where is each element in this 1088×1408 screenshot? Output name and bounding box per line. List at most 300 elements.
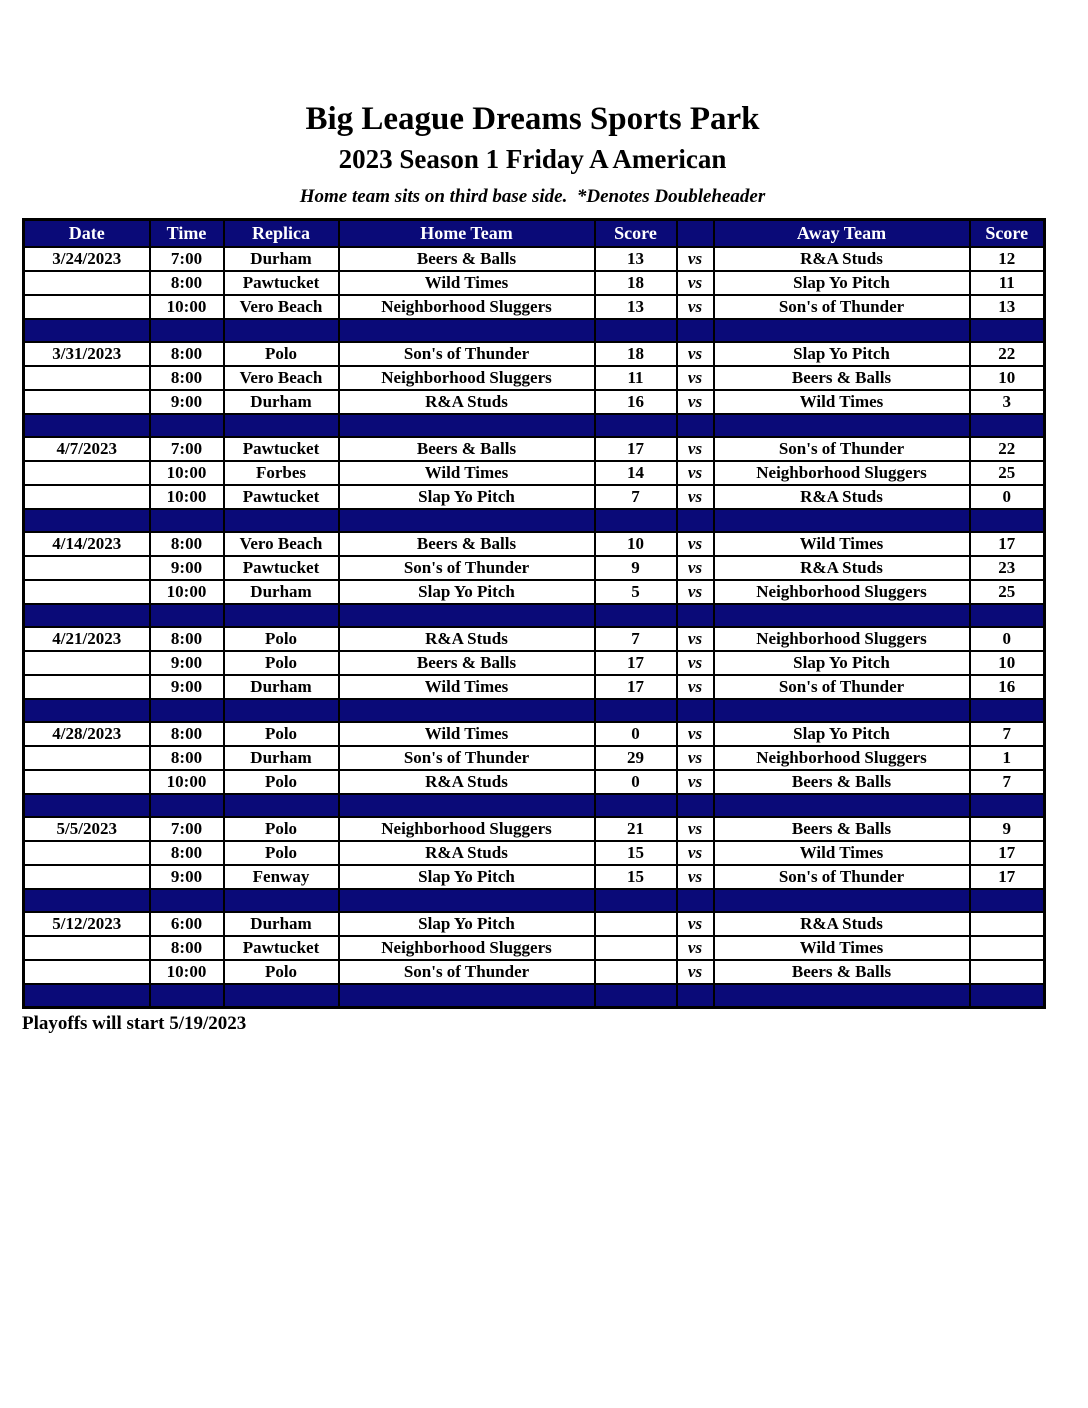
separator-cell (970, 604, 1045, 627)
date-cell (24, 366, 150, 390)
game-row (24, 390, 1045, 414)
date-cell (24, 485, 150, 509)
game-row (24, 271, 1045, 295)
separator-cell (224, 414, 339, 437)
vs-cell: vs (677, 746, 714, 770)
game-row (24, 532, 1045, 556)
home-score-cell (595, 912, 677, 936)
separator-row (24, 889, 1045, 912)
home-team-cell: Beers & Balls (339, 247, 595, 271)
home-score-cell: 16 (595, 390, 677, 414)
away-score-cell: 17 (970, 865, 1045, 889)
home-score-cell: 7 (595, 627, 677, 651)
replica-cell: Polo (224, 722, 339, 746)
away-team-cell: Son's of Thunder (714, 295, 970, 319)
away-score-cell: 17 (970, 841, 1045, 865)
page-subtitle: 2023 Season 1 Friday A American (338, 143, 727, 174)
separator-cell (677, 414, 714, 437)
separator-cell (714, 889, 970, 912)
replica-cell: Forbes (224, 461, 339, 485)
home-score-cell: 17 (595, 651, 677, 675)
game-row (24, 461, 1045, 485)
home-team-cell: Son's of Thunder (339, 746, 595, 770)
game-row (24, 651, 1045, 675)
date-cell (24, 936, 150, 960)
away-team-cell: R&A Studs (714, 556, 970, 580)
date-cell (24, 770, 150, 794)
away-team-cell: R&A Studs (714, 485, 970, 509)
game-row (24, 627, 1045, 651)
game-row (24, 295, 1045, 319)
vs-cell: vs (677, 651, 714, 675)
separator-cell (150, 414, 224, 437)
separator-cell (595, 414, 677, 437)
separator-cell (595, 794, 677, 817)
separator-row (24, 509, 1045, 532)
replica-cell: Durham (224, 390, 339, 414)
away-team-cell: Son's of Thunder (714, 675, 970, 699)
home-team-cell: Beers & Balls (339, 651, 595, 675)
date-cell: 4/28/2023 (24, 722, 150, 746)
home-team-cell: R&A Studs (339, 770, 595, 794)
replica-cell: Polo (224, 841, 339, 865)
time-cell: 8:00 (150, 271, 224, 295)
game-row (24, 722, 1045, 746)
game-row (24, 960, 1045, 984)
separator-cell (24, 794, 150, 817)
separator-cell (150, 794, 224, 817)
separator-cell (150, 889, 224, 912)
away-score-cell: 1 (970, 746, 1045, 770)
date-cell (24, 461, 150, 485)
away-score-cell: 13 (970, 295, 1045, 319)
time-cell: 8:00 (150, 627, 224, 651)
separator-cell (24, 604, 150, 627)
home-score-cell: 17 (595, 437, 677, 461)
home-score-cell: 9 (595, 556, 677, 580)
header-row (24, 220, 1045, 248)
away-score-cell (970, 936, 1045, 960)
separator-cell (595, 604, 677, 627)
replica-cell: Polo (224, 770, 339, 794)
away-score-cell (970, 960, 1045, 984)
home-team-cell: Son's of Thunder (339, 556, 595, 580)
header-vs (677, 220, 714, 248)
away-score-cell (970, 912, 1045, 936)
separator-row (24, 319, 1045, 342)
separator-cell (714, 794, 970, 817)
date-cell (24, 865, 150, 889)
replica-cell: Pawtucket (224, 936, 339, 960)
home-score-cell: 18 (595, 271, 677, 295)
separator-cell (224, 604, 339, 627)
game-row (24, 841, 1045, 865)
time-cell: 7:00 (150, 817, 224, 841)
away-score-cell: 7 (970, 722, 1045, 746)
game-row (24, 485, 1045, 509)
separator-cell (677, 319, 714, 342)
away-team-cell: Neighborhood Sluggers (714, 580, 970, 604)
game-row (24, 770, 1045, 794)
home-score-cell (595, 960, 677, 984)
vs-cell: vs (677, 342, 714, 366)
separator-cell (339, 794, 595, 817)
vs-cell: vs (677, 865, 714, 889)
away-score-cell: 3 (970, 390, 1045, 414)
replica-cell: Vero Beach (224, 295, 339, 319)
replica-cell: Polo (224, 651, 339, 675)
away-score-cell: 9 (970, 817, 1045, 841)
home-score-cell: 29 (595, 746, 677, 770)
separator-cell (339, 984, 595, 1008)
time-cell: 9:00 (150, 675, 224, 699)
separator-cell (970, 319, 1045, 342)
away-team-cell: Wild Times (714, 532, 970, 556)
home-score-cell: 17 (595, 675, 677, 699)
vs-cell: vs (677, 912, 714, 936)
home-team-cell: Son's of Thunder (339, 342, 595, 366)
vs-cell: vs (677, 556, 714, 580)
home-team-cell: Son's of Thunder (339, 960, 595, 984)
time-cell: 8:00 (150, 746, 224, 770)
away-score-cell: 0 (970, 485, 1045, 509)
separator-cell (714, 414, 970, 437)
date-cell: 4/7/2023 (24, 437, 150, 461)
time-cell: 10:00 (150, 295, 224, 319)
time-cell: 8:00 (150, 532, 224, 556)
away-score-cell: 22 (970, 437, 1045, 461)
time-cell: 7:00 (150, 437, 224, 461)
date-cell (24, 295, 150, 319)
time-cell: 10:00 (150, 960, 224, 984)
home-score-cell: 0 (595, 770, 677, 794)
time-cell: 9:00 (150, 390, 224, 414)
replica-cell: Vero Beach (224, 532, 339, 556)
schedule-table (22, 218, 1046, 1009)
date-cell: 3/24/2023 (24, 247, 150, 271)
separator-cell (150, 604, 224, 627)
separator-cell (150, 699, 224, 722)
separator-cell (677, 604, 714, 627)
replica-cell: Pawtucket (224, 271, 339, 295)
date-cell: 4/21/2023 (24, 627, 150, 651)
time-cell: 10:00 (150, 770, 224, 794)
replica-cell: Pawtucket (224, 485, 339, 509)
home-team-cell: Slap Yo Pitch (339, 865, 595, 889)
separator-cell (677, 509, 714, 532)
home-score-cell: 15 (595, 841, 677, 865)
date-cell (24, 580, 150, 604)
replica-cell: Polo (224, 627, 339, 651)
time-cell: 9:00 (150, 556, 224, 580)
vs-cell: vs (677, 366, 714, 390)
game-row (24, 912, 1045, 936)
away-score-cell: 10 (970, 366, 1045, 390)
away-score-cell: 23 (970, 556, 1045, 580)
separator-cell (150, 319, 224, 342)
replica-cell: Polo (224, 817, 339, 841)
separator-cell (224, 794, 339, 817)
header-home-score: Score (595, 220, 677, 248)
away-score-cell: 17 (970, 532, 1045, 556)
date-cell: 5/12/2023 (24, 912, 150, 936)
home-team-cell: Wild Times (339, 461, 595, 485)
home-score-cell: 15 (595, 865, 677, 889)
game-row (24, 936, 1045, 960)
date-cell: 5/5/2023 (24, 817, 150, 841)
separator-cell (714, 319, 970, 342)
replica-cell: Polo (224, 342, 339, 366)
separator-cell (714, 984, 970, 1008)
date-cell (24, 960, 150, 984)
time-cell: 9:00 (150, 651, 224, 675)
home-team-cell: Neighborhood Sluggers (339, 817, 595, 841)
separator-cell (677, 984, 714, 1008)
separator-cell (24, 699, 150, 722)
away-team-cell: Son's of Thunder (714, 437, 970, 461)
separator-cell (24, 509, 150, 532)
separator-cell (595, 509, 677, 532)
separator-row (24, 414, 1045, 437)
game-row (24, 580, 1045, 604)
page-title: Big League Dreams Sports Park (305, 101, 760, 137)
away-team-cell: Wild Times (714, 841, 970, 865)
vs-cell: vs (677, 841, 714, 865)
home-score-cell: 7 (595, 485, 677, 509)
separator-cell (339, 889, 595, 912)
away-team-cell: R&A Studs (714, 247, 970, 271)
away-score-cell: 12 (970, 247, 1045, 271)
replica-cell: Fenway (224, 865, 339, 889)
home-score-cell (595, 936, 677, 960)
game-row (24, 366, 1045, 390)
vs-cell: vs (677, 532, 714, 556)
game-row (24, 865, 1045, 889)
away-score-cell: 16 (970, 675, 1045, 699)
game-row (24, 342, 1045, 366)
date-cell (24, 390, 150, 414)
separator-cell (339, 414, 595, 437)
away-team-cell: Beers & Balls (714, 817, 970, 841)
date-cell: 4/14/2023 (24, 532, 150, 556)
header-date: Date (24, 220, 150, 248)
separator-cell (595, 984, 677, 1008)
home-score-cell: 11 (595, 366, 677, 390)
vs-cell: vs (677, 271, 714, 295)
away-team-cell: Beers & Balls (714, 366, 970, 390)
date-cell (24, 841, 150, 865)
separator-cell (677, 699, 714, 722)
vs-cell: vs (677, 437, 714, 461)
away-team-cell: Wild Times (714, 390, 970, 414)
separator-cell (714, 509, 970, 532)
separator-row (24, 984, 1045, 1008)
home-score-cell: 21 (595, 817, 677, 841)
home-team-cell: R&A Studs (339, 390, 595, 414)
home-score-cell: 13 (595, 247, 677, 271)
time-cell: 8:00 (150, 841, 224, 865)
away-team-cell: Neighborhood Sluggers (714, 461, 970, 485)
separator-cell (24, 984, 150, 1008)
vs-cell: vs (677, 247, 714, 271)
replica-cell: Durham (224, 247, 339, 271)
time-cell: 9:00 (150, 865, 224, 889)
replica-cell: Polo (224, 960, 339, 984)
game-row (24, 675, 1045, 699)
separator-cell (714, 604, 970, 627)
away-team-cell: Wild Times (714, 936, 970, 960)
replica-cell: Durham (224, 580, 339, 604)
away-team-cell: Slap Yo Pitch (714, 342, 970, 366)
home-team-cell: Neighborhood Sluggers (339, 366, 595, 390)
separator-row (24, 699, 1045, 722)
separator-cell (24, 319, 150, 342)
separator-cell (24, 889, 150, 912)
replica-cell: Pawtucket (224, 437, 339, 461)
time-cell: 10:00 (150, 580, 224, 604)
separator-cell (224, 889, 339, 912)
replica-cell: Durham (224, 912, 339, 936)
away-team-cell: Slap Yo Pitch (714, 651, 970, 675)
away-score-cell: 0 (970, 627, 1045, 651)
replica-cell: Vero Beach (224, 366, 339, 390)
time-cell: 8:00 (150, 936, 224, 960)
replica-cell: Pawtucket (224, 556, 339, 580)
home-team-cell: Neighborhood Sluggers (339, 936, 595, 960)
separator-cell (595, 319, 677, 342)
home-score-cell: 18 (595, 342, 677, 366)
vs-cell: vs (677, 461, 714, 485)
time-cell: 8:00 (150, 366, 224, 390)
header-away-score: Score (970, 220, 1045, 248)
header-time: Time (150, 220, 224, 248)
home-team-cell: Slap Yo Pitch (339, 485, 595, 509)
separator-cell (595, 889, 677, 912)
away-score-cell: 22 (970, 342, 1045, 366)
date-cell (24, 651, 150, 675)
separator-cell (595, 699, 677, 722)
page-note: Home team sits on third base side. *Denotes Doubleheader (299, 186, 766, 208)
separator-cell (150, 984, 224, 1008)
vs-cell: vs (677, 485, 714, 509)
separator-cell (970, 984, 1045, 1008)
home-team-cell: Neighborhood Sluggers (339, 295, 595, 319)
away-team-cell: Son's of Thunder (714, 865, 970, 889)
game-row (24, 556, 1045, 580)
home-team-cell: Wild Times (339, 675, 595, 699)
time-cell: 10:00 (150, 485, 224, 509)
away-score-cell: 11 (970, 271, 1045, 295)
separator-cell (970, 509, 1045, 532)
separator-cell (224, 984, 339, 1008)
footer-note: Playoffs will start 5/19/2023 (22, 1013, 247, 1035)
date-cell (24, 675, 150, 699)
separator-row (24, 604, 1045, 627)
home-score-cell: 13 (595, 295, 677, 319)
separator-row (24, 794, 1045, 817)
home-score-cell: 5 (595, 580, 677, 604)
separator-cell (339, 509, 595, 532)
home-score-cell: 14 (595, 461, 677, 485)
away-score-cell: 25 (970, 580, 1045, 604)
separator-cell (970, 889, 1045, 912)
home-team-cell: Wild Times (339, 271, 595, 295)
header-home-team: Home Team (339, 220, 595, 248)
away-team-cell: Beers & Balls (714, 960, 970, 984)
date-cell (24, 271, 150, 295)
separator-cell (224, 319, 339, 342)
replica-cell: Durham (224, 746, 339, 770)
separator-cell (677, 794, 714, 817)
separator-cell (970, 414, 1045, 437)
time-cell: 7:00 (150, 247, 224, 271)
vs-cell: vs (677, 580, 714, 604)
away-team-cell: Neighborhood Sluggers (714, 627, 970, 651)
replica-cell: Durham (224, 675, 339, 699)
away-team-cell: Slap Yo Pitch (714, 722, 970, 746)
away-team-cell: Neighborhood Sluggers (714, 746, 970, 770)
header-replica: Replica (224, 220, 339, 248)
separator-cell (677, 889, 714, 912)
home-team-cell: Wild Times (339, 722, 595, 746)
away-score-cell: 7 (970, 770, 1045, 794)
time-cell: 8:00 (150, 342, 224, 366)
separator-cell (224, 509, 339, 532)
away-team-cell: R&A Studs (714, 912, 970, 936)
vs-cell: vs (677, 770, 714, 794)
away-score-cell: 25 (970, 461, 1045, 485)
date-cell (24, 746, 150, 770)
separator-cell (24, 414, 150, 437)
time-cell: 6:00 (150, 912, 224, 936)
header-away-team: Away Team (714, 220, 970, 248)
date-cell: 3/31/2023 (24, 342, 150, 366)
time-cell: 10:00 (150, 461, 224, 485)
separator-cell (224, 699, 339, 722)
vs-cell: vs (677, 722, 714, 746)
away-team-cell: Slap Yo Pitch (714, 271, 970, 295)
vs-cell: vs (677, 675, 714, 699)
separator-cell (150, 509, 224, 532)
vs-cell: vs (677, 960, 714, 984)
home-team-cell: R&A Studs (339, 627, 595, 651)
game-row (24, 746, 1045, 770)
vs-cell: vs (677, 390, 714, 414)
separator-cell (714, 699, 970, 722)
separator-cell (970, 699, 1045, 722)
separator-cell (339, 699, 595, 722)
title-block (22, 102, 1043, 208)
home-score-cell: 10 (595, 532, 677, 556)
vs-cell: vs (677, 936, 714, 960)
home-team-cell: Slap Yo Pitch (339, 912, 595, 936)
game-row (24, 437, 1045, 461)
vs-cell: vs (677, 627, 714, 651)
away-score-cell: 10 (970, 651, 1045, 675)
time-cell: 8:00 (150, 722, 224, 746)
game-row (24, 817, 1045, 841)
separator-cell (339, 319, 595, 342)
away-team-cell: Beers & Balls (714, 770, 970, 794)
home-team-cell: R&A Studs (339, 841, 595, 865)
home-score-cell: 0 (595, 722, 677, 746)
game-row (24, 247, 1045, 271)
separator-cell (339, 604, 595, 627)
vs-cell: vs (677, 295, 714, 319)
separator-cell (970, 794, 1045, 817)
home-team-cell: Slap Yo Pitch (339, 580, 595, 604)
date-cell (24, 556, 150, 580)
